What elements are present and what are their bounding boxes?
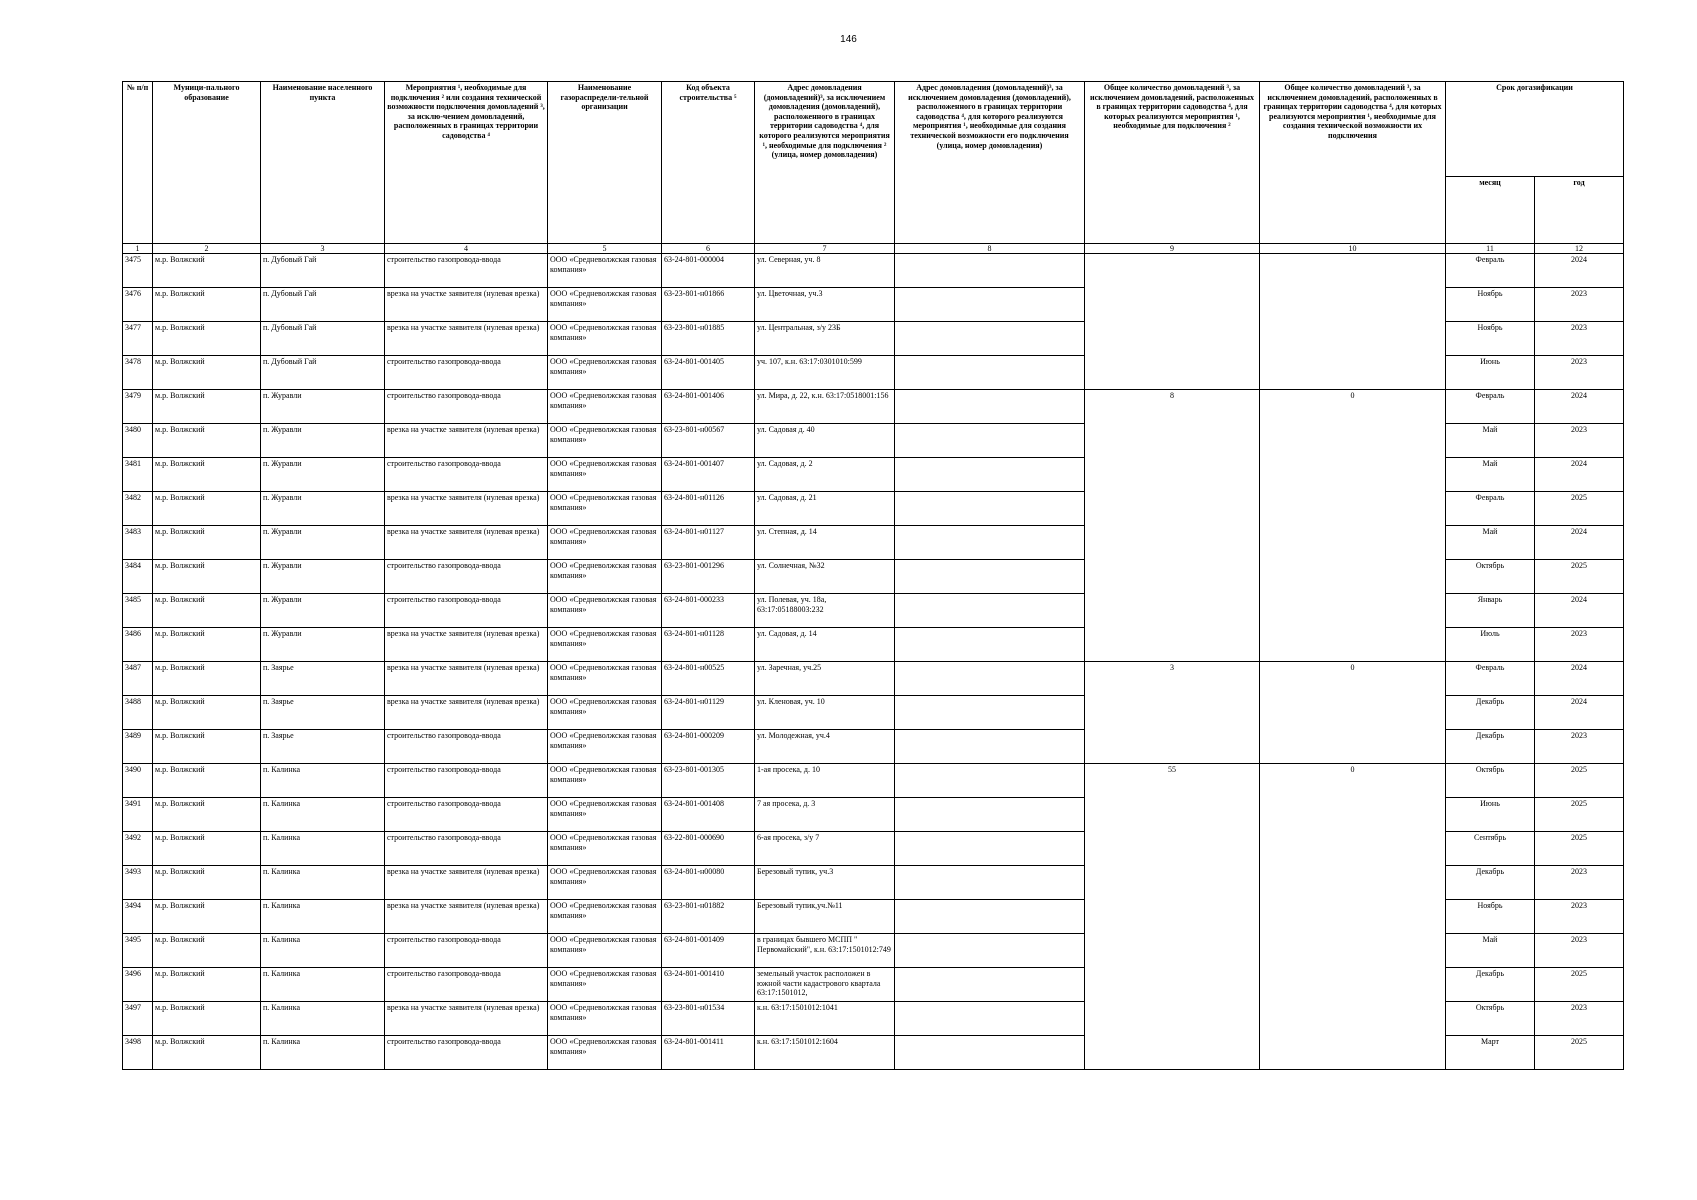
header-number: № п/п	[123, 82, 153, 244]
organization-cell: ООО «Средневолжская газовая компания»	[548, 356, 662, 390]
organization-cell: ООО «Средневолжская газовая компания»	[548, 322, 662, 356]
municipality-cell: м.р. Волжский	[153, 322, 261, 356]
year-cell: 2023	[1535, 934, 1624, 968]
month-cell: Ноябрь	[1446, 288, 1535, 322]
month-cell: Июнь	[1446, 798, 1535, 832]
settlement-cell: п. Журавли	[261, 390, 385, 424]
object-code-cell: 63-24-801-001405	[662, 356, 755, 390]
settlement-cell: п. Калинка	[261, 866, 385, 900]
measure-cell: строительство газопровода-ввода	[385, 934, 548, 968]
organization-cell: ООО «Средневолжская газовая компания»	[548, 866, 662, 900]
header-address-technical: Адрес домовладения (домовладений)³, за исключением домовладения (домовладений), расположенного в границах территории садоводства ⁴, для которого реализуются мероприятия ¹, необходимые для создания технической возможности его подключения (улица, номер домовладения)	[895, 82, 1085, 244]
month-cell: Декабрь	[1446, 730, 1535, 764]
organization-cell: ООО «Средневолжская газовая компания»	[548, 798, 662, 832]
year-cell: 2025	[1535, 1036, 1624, 1070]
object-code-cell: 63-24-801-н01127	[662, 526, 755, 560]
address-technical-cell	[895, 492, 1085, 526]
object-code-cell: 63-24-801-001406	[662, 390, 755, 424]
address-cell: ул. Садовая, д. 2	[755, 458, 895, 492]
settlement-cell: п. Журавли	[261, 594, 385, 628]
measure-cell: врезка на участке заявителя (нулевая врезка)	[385, 424, 548, 458]
month-cell: Июнь	[1446, 356, 1535, 390]
column-number: 12	[1535, 244, 1624, 254]
organization-cell: ООО «Средневолжская газовая компания»	[548, 526, 662, 560]
month-cell: Октябрь	[1446, 1002, 1535, 1036]
address-technical-cell	[895, 832, 1085, 866]
address-cell: Березовый тупик, уч.3	[755, 866, 895, 900]
settlement-cell: п. Журавли	[261, 560, 385, 594]
settlement-cell: п. Дубовый Гай	[261, 322, 385, 356]
object-code-cell: 63-22-801-000690	[662, 832, 755, 866]
settlement-cell: п. Заярье	[261, 730, 385, 764]
measure-cell: строительство газопровода-ввода	[385, 254, 548, 288]
organization-cell: ООО «Средневолжская газовая компания»	[548, 764, 662, 798]
municipality-cell: м.р. Волжский	[153, 1036, 261, 1070]
measure-cell: врезка на участке заявителя (нулевая врезка)	[385, 322, 548, 356]
organization-cell: ООО «Средневолжская газовая компания»	[548, 424, 662, 458]
count-connection-cell	[1085, 254, 1260, 390]
municipality-cell: м.р. Волжский	[153, 764, 261, 798]
year-cell: 2023	[1535, 356, 1624, 390]
organization-cell: ООО «Средневолжская газовая компания»	[548, 594, 662, 628]
month-cell: Ноябрь	[1446, 900, 1535, 934]
count-connection-cell: 3	[1085, 662, 1260, 764]
settlement-cell: п. Калинка	[261, 968, 385, 1002]
gasification-table	[122, 81, 1624, 1070]
year-cell: 2024	[1535, 662, 1624, 696]
object-code-cell: 63-23-801-н00567	[662, 424, 755, 458]
organization-cell: ООО «Средневолжская газовая компания»	[548, 662, 662, 696]
row-number: 3484	[123, 560, 153, 594]
organization-cell: ООО «Средневолжская газовая компания»	[548, 832, 662, 866]
row-number: 3481	[123, 458, 153, 492]
measure-cell: строительство газопровода-ввода	[385, 390, 548, 424]
address-cell: Березовый тупик,уч.№11	[755, 900, 895, 934]
measure-cell: строительство газопровода-ввода	[385, 1036, 548, 1070]
row-number: 3483	[123, 526, 153, 560]
address-technical-cell	[895, 424, 1085, 458]
row-number: 3494	[123, 900, 153, 934]
header-municipality: Муници-пального образование	[153, 82, 261, 244]
settlement-cell: п. Калинка	[261, 900, 385, 934]
municipality-cell: м.р. Волжский	[153, 662, 261, 696]
municipality-cell: м.р. Волжский	[153, 560, 261, 594]
year-cell: 2025	[1535, 968, 1624, 1002]
organization-cell: ООО «Средневолжская газовая компания»	[548, 1002, 662, 1036]
municipality-cell: м.р. Волжский	[153, 424, 261, 458]
settlement-cell: п. Калинка	[261, 1002, 385, 1036]
page-number: 146	[840, 34, 857, 45]
column-number: 2	[153, 244, 261, 254]
count-technical-cell: 0	[1260, 764, 1446, 1070]
municipality-cell: м.р. Волжский	[153, 390, 261, 424]
month-cell: Ноябрь	[1446, 322, 1535, 356]
month-cell: Октябрь	[1446, 560, 1535, 594]
year-cell: 2023	[1535, 424, 1624, 458]
address-technical-cell	[895, 662, 1085, 696]
measure-cell: строительство газопровода-ввода	[385, 458, 548, 492]
column-number: 3	[261, 244, 385, 254]
count-connection-cell: 55	[1085, 764, 1260, 1070]
municipality-cell: м.р. Волжский	[153, 492, 261, 526]
address-technical-cell	[895, 594, 1085, 628]
address-technical-cell	[895, 254, 1085, 288]
month-cell: Октябрь	[1446, 764, 1535, 798]
object-code-cell: 63-23-801-001296	[662, 560, 755, 594]
row-number: 3486	[123, 628, 153, 662]
municipality-cell: м.р. Волжский	[153, 356, 261, 390]
row-number: 3489	[123, 730, 153, 764]
municipality-cell: м.р. Волжский	[153, 696, 261, 730]
year-cell: 2024	[1535, 254, 1624, 288]
settlement-cell: п. Калинка	[261, 934, 385, 968]
address-technical-cell	[895, 628, 1085, 662]
column-number: 6	[662, 244, 755, 254]
address-technical-cell	[895, 866, 1085, 900]
measure-cell: строительство газопровода-ввода	[385, 832, 548, 866]
address-technical-cell	[895, 1036, 1085, 1070]
measure-cell: строительство газопровода-ввода	[385, 798, 548, 832]
object-code-cell: 63-23-801-н01882	[662, 900, 755, 934]
header-organization: Наименование газораспредели-тельной организации	[548, 82, 662, 244]
row-number: 3492	[123, 832, 153, 866]
organization-cell: ООО «Средневолжская газовая компания»	[548, 560, 662, 594]
address-technical-cell	[895, 934, 1085, 968]
table-body	[123, 254, 1624, 1070]
address-technical-cell	[895, 322, 1085, 356]
address-technical-cell	[895, 390, 1085, 424]
address-cell: ул. Садовая, д. 14	[755, 628, 895, 662]
organization-cell: ООО «Средневолжская газовая компания»	[548, 696, 662, 730]
municipality-cell: м.р. Волжский	[153, 594, 261, 628]
settlement-cell: п. Дубовый Гай	[261, 356, 385, 390]
municipality-cell: м.р. Волжский	[153, 866, 261, 900]
address-cell: земельный участок расположен в южной части кадастрового квартала 63:17:1501012,	[755, 968, 895, 1002]
year-cell: 2023	[1535, 322, 1624, 356]
municipality-cell: м.р. Волжский	[153, 832, 261, 866]
row-number: 3498	[123, 1036, 153, 1070]
address-cell: 1-ая просека, д. 10	[755, 764, 895, 798]
address-technical-cell	[895, 458, 1085, 492]
measure-cell: строительство газопровода-ввода	[385, 764, 548, 798]
column-number: 9	[1085, 244, 1260, 254]
organization-cell: ООО «Средневолжская газовая компания»	[548, 288, 662, 322]
count-technical-cell: 0	[1260, 662, 1446, 764]
address-cell: ул. Центральная, з/у 23Б	[755, 322, 895, 356]
row-number: 3495	[123, 934, 153, 968]
address-technical-cell	[895, 764, 1085, 798]
settlement-cell: п. Журавли	[261, 458, 385, 492]
address-cell: 6-ая просека, з/у 7	[755, 832, 895, 866]
address-cell: к.н. 63:17:1501012:1604	[755, 1036, 895, 1070]
measure-cell: врезка на участке заявителя (нулевая врезка)	[385, 628, 548, 662]
column-number: 8	[895, 244, 1085, 254]
row-number: 3477	[123, 322, 153, 356]
organization-cell: ООО «Средневолжская газовая компания»	[548, 730, 662, 764]
address-cell: 7 ая просека, д. 3	[755, 798, 895, 832]
year-cell: 2025	[1535, 764, 1624, 798]
object-code-cell: 63-24-801-001409	[662, 934, 755, 968]
month-cell: Февраль	[1446, 254, 1535, 288]
table-row	[123, 662, 1624, 696]
address-cell: ул. Цветочная, уч.3	[755, 288, 895, 322]
year-cell: 2025	[1535, 832, 1624, 866]
address-technical-cell	[895, 356, 1085, 390]
object-code-cell: 63-24-801-н00080	[662, 866, 755, 900]
measure-cell: врезка на участке заявителя (нулевая врезка)	[385, 492, 548, 526]
organization-cell: ООО «Средневолжская газовая компания»	[548, 968, 662, 1002]
settlement-cell: п. Калинка	[261, 764, 385, 798]
settlement-cell: п. Журавли	[261, 628, 385, 662]
year-cell: 2025	[1535, 492, 1624, 526]
measure-cell: врезка на участке заявителя (нулевая врезка)	[385, 1002, 548, 1036]
object-code-cell: 63-24-801-000004	[662, 254, 755, 288]
address-technical-cell	[895, 798, 1085, 832]
year-cell: 2023	[1535, 628, 1624, 662]
column-number: 10	[1260, 244, 1446, 254]
municipality-cell: м.р. Волжский	[153, 900, 261, 934]
measure-cell: врезка на участке заявителя (нулевая врезка)	[385, 866, 548, 900]
measure-cell: врезка на участке заявителя (нулевая врезка)	[385, 900, 548, 934]
measure-cell: строительство газопровода-ввода	[385, 968, 548, 1002]
address-cell: ул. Полевая, уч. 18а, 63:17:05188003:232	[755, 594, 895, 628]
year-cell: 2025	[1535, 798, 1624, 832]
municipality-cell: м.р. Волжский	[153, 968, 261, 1002]
settlement-cell: п. Дубовый Гай	[261, 254, 385, 288]
address-technical-cell	[895, 1002, 1085, 1036]
row-number: 3482	[123, 492, 153, 526]
month-cell: Февраль	[1446, 662, 1535, 696]
municipality-cell: м.р. Волжский	[153, 628, 261, 662]
row-number: 3485	[123, 594, 153, 628]
month-cell: Сентябрь	[1446, 832, 1535, 866]
address-cell: ул. Солнечная, №32	[755, 560, 895, 594]
object-code-cell: 63-24-801-001410	[662, 968, 755, 1002]
measure-cell: врезка на участке заявителя (нулевая врезка)	[385, 662, 548, 696]
month-cell: Май	[1446, 458, 1535, 492]
month-cell: Февраль	[1446, 390, 1535, 424]
month-cell: Декабрь	[1446, 866, 1535, 900]
header-month: месяц	[1446, 177, 1535, 244]
address-technical-cell	[895, 900, 1085, 934]
measure-cell: строительство газопровода-ввода	[385, 730, 548, 764]
measure-cell: врезка на участке заявителя (нулевая врезка)	[385, 288, 548, 322]
object-code-cell: 63-24-801-001407	[662, 458, 755, 492]
row-number: 3476	[123, 288, 153, 322]
municipality-cell: м.р. Волжский	[153, 798, 261, 832]
address-technical-cell	[895, 696, 1085, 730]
address-cell: к.н. 63:17:1501012:1041	[755, 1002, 895, 1036]
settlement-cell: п. Заярье	[261, 662, 385, 696]
municipality-cell: м.р. Волжский	[153, 526, 261, 560]
address-cell: ул. Северная, уч. 8	[755, 254, 895, 288]
address-cell: ул. Степная, д. 14	[755, 526, 895, 560]
organization-cell: ООО «Средневолжская газовая компания»	[548, 390, 662, 424]
measure-cell: строительство газопровода-ввода	[385, 356, 548, 390]
address-cell: ул. Заречная, уч.25	[755, 662, 895, 696]
address-technical-cell	[895, 288, 1085, 322]
header-address-connection: Адрес домовладения (домовладений)³, за исключением домовладения (домовладений), расположенного в границах территории садоводства ⁴, для которого реализуются мероприятия ¹, необходимые для подключения ² (улица, номер домовладения)	[755, 82, 895, 244]
organization-cell: ООО «Средневолжская газовая компания»	[548, 254, 662, 288]
organization-cell: ООО «Средневолжская газовая компания»	[548, 492, 662, 526]
count-technical-cell: 0	[1260, 390, 1446, 662]
measure-cell: врезка на участке заявителя (нулевая врезка)	[385, 696, 548, 730]
address-technical-cell	[895, 730, 1085, 764]
table-row	[123, 390, 1624, 424]
row-number: 3491	[123, 798, 153, 832]
row-number: 3479	[123, 390, 153, 424]
object-code-cell: 63-24-801-000233	[662, 594, 755, 628]
table-row	[123, 764, 1624, 798]
row-number: 3487	[123, 662, 153, 696]
address-technical-cell	[895, 526, 1085, 560]
row-number: 3488	[123, 696, 153, 730]
address-cell: уч. 107, к.н. 63:17:0301010:599	[755, 356, 895, 390]
settlement-cell: п. Журавли	[261, 526, 385, 560]
object-code-cell: 63-24-801-001408	[662, 798, 755, 832]
month-cell: Июль	[1446, 628, 1535, 662]
settlement-cell: п. Журавли	[261, 492, 385, 526]
municipality-cell: м.р. Волжский	[153, 730, 261, 764]
year-cell: 2023	[1535, 900, 1624, 934]
month-cell: Май	[1446, 934, 1535, 968]
object-code-cell: 63-23-801-н01885	[662, 322, 755, 356]
organization-cell: ООО «Средневолжская газовая компания»	[548, 628, 662, 662]
object-code-cell: 63-23-801-н01866	[662, 288, 755, 322]
row-number: 3480	[123, 424, 153, 458]
measure-cell: строительство газопровода-ввода	[385, 560, 548, 594]
header-count-technical: Общее количество домовладений ³, за исключением домовладений, расположенных в границах территории садоводства ⁴, для которых реализуются мероприятия ¹, необходимые для создания технической возможности их подключения	[1260, 82, 1446, 244]
month-cell: Февраль	[1446, 492, 1535, 526]
row-number: 3497	[123, 1002, 153, 1036]
row-number: 3490	[123, 764, 153, 798]
object-code-cell: 63-24-801-н01126	[662, 492, 755, 526]
month-cell: Март	[1446, 1036, 1535, 1070]
header-object-code: Код объекта строительства ⁵	[662, 82, 755, 244]
header-deadline: Срок догазификации	[1446, 82, 1624, 177]
year-cell: 2023	[1535, 730, 1624, 764]
organization-cell: ООО «Средневолжская газовая компания»	[548, 1036, 662, 1070]
object-code-cell: 63-23-801-н01534	[662, 1002, 755, 1036]
address-cell: ул. Садовая д. 40	[755, 424, 895, 458]
address-cell: ул. Кленовая, уч. 10	[755, 696, 895, 730]
month-cell: Май	[1446, 424, 1535, 458]
address-cell: ул. Садовая, д. 21	[755, 492, 895, 526]
year-cell: 2024	[1535, 390, 1624, 424]
object-code-cell: 63-23-801-001305	[662, 764, 755, 798]
column-number: 11	[1446, 244, 1535, 254]
object-code-cell: 63-24-801-н01128	[662, 628, 755, 662]
row-number: 3475	[123, 254, 153, 288]
address-technical-cell	[895, 560, 1085, 594]
month-cell: Январь	[1446, 594, 1535, 628]
column-number: 1	[123, 244, 153, 254]
address-cell: ул. Молодежная, уч.4	[755, 730, 895, 764]
municipality-cell: м.р. Волжский	[153, 288, 261, 322]
settlement-cell: п. Калинка	[261, 1036, 385, 1070]
organization-cell: ООО «Средневолжская газовая компания»	[548, 900, 662, 934]
month-cell: Декабрь	[1446, 696, 1535, 730]
organization-cell: ООО «Средневолжская газовая компания»	[548, 458, 662, 492]
count-connection-cell: 8	[1085, 390, 1260, 662]
table-row	[123, 254, 1624, 288]
column-number: 5	[548, 244, 662, 254]
header-count-connection: Общее количество домовладений ³, за исключением домовладений, расположенных в границах территории садоводства ⁴, для которых реализуются мероприятия ¹, необходимые для подключения ²	[1085, 82, 1260, 244]
header-settlement: Наименование населенного пункта	[261, 82, 385, 244]
settlement-cell: п. Дубовый Гай	[261, 288, 385, 322]
year-cell: 2024	[1535, 526, 1624, 560]
settlement-cell: п. Калинка	[261, 798, 385, 832]
object-code-cell: 63-24-801-н01129	[662, 696, 755, 730]
count-technical-cell	[1260, 254, 1446, 390]
year-cell: 2024	[1535, 458, 1624, 492]
address-cell: в границах бывшего МСПП " Первомайский", к.н. 63:17:1501012:749	[755, 934, 895, 968]
settlement-cell: п. Заярье	[261, 696, 385, 730]
month-cell: Май	[1446, 526, 1535, 560]
settlement-cell: п. Калинка	[261, 832, 385, 866]
municipality-cell: м.р. Волжский	[153, 1002, 261, 1036]
object-code-cell: 63-24-801-001411	[662, 1036, 755, 1070]
address-cell: ул. Мира, д. 22, к.н. 63:17:0518001:156	[755, 390, 895, 424]
year-cell: 2023	[1535, 1002, 1624, 1036]
header-measures: Мероприятия ¹, необходимые для подключения ² или создания технической возможности подключения домовладений ³, за исклю-чением домовладений, расположенных в границах территории садоводства ⁴	[385, 82, 548, 244]
object-code-cell: 63-24-801-н00525	[662, 662, 755, 696]
column-number: 7	[755, 244, 895, 254]
organization-cell: ООО «Средневолжская газовая компания»	[548, 934, 662, 968]
year-cell: 2024	[1535, 594, 1624, 628]
settlement-cell: п. Журавли	[261, 424, 385, 458]
row-number: 3496	[123, 968, 153, 1002]
measure-cell: строительство газопровода-ввода	[385, 594, 548, 628]
month-cell: Декабрь	[1446, 968, 1535, 1002]
municipality-cell: м.р. Волжский	[153, 934, 261, 968]
measure-cell: врезка на участке заявителя (нулевая врезка)	[385, 526, 548, 560]
address-technical-cell	[895, 968, 1085, 1002]
year-cell: 2023	[1535, 288, 1624, 322]
object-code-cell: 63-24-801-000209	[662, 730, 755, 764]
year-cell: 2023	[1535, 866, 1624, 900]
municipality-cell: м.р. Волжский	[153, 458, 261, 492]
municipality-cell: м.р. Волжский	[153, 254, 261, 288]
row-number: 3493	[123, 866, 153, 900]
row-number: 3478	[123, 356, 153, 390]
year-cell: 2025	[1535, 560, 1624, 594]
column-number: 4	[385, 244, 548, 254]
year-cell: 2024	[1535, 696, 1624, 730]
header-year: год	[1535, 177, 1624, 244]
